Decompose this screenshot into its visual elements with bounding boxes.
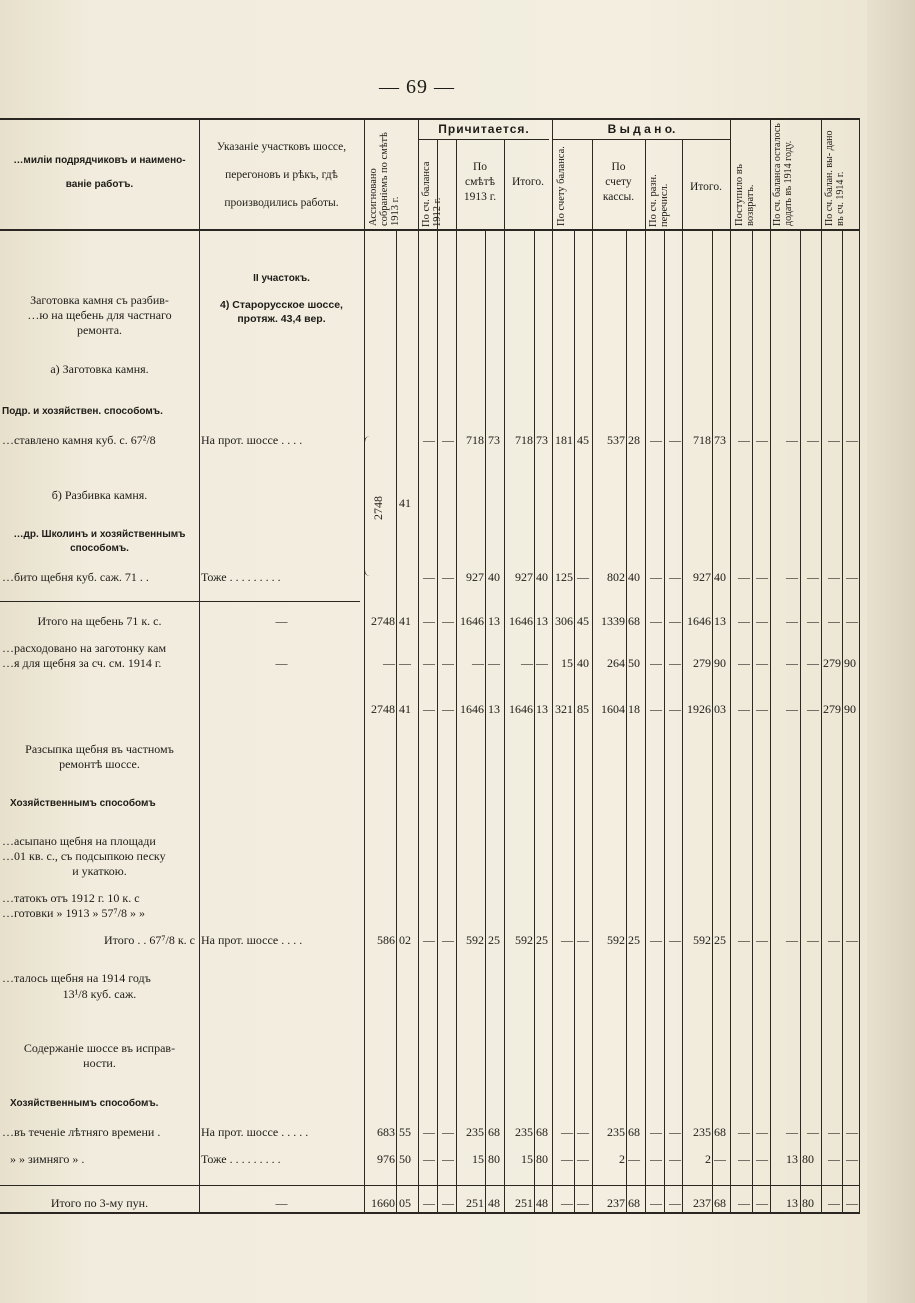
header-balance-1912: По сч. баланса 1912 г. [421, 161, 443, 227]
cell-it-cash: 1339 [601, 614, 625, 628]
header-left-1914: По сч. баланса осталось додать въ 1914 году. [772, 123, 794, 226]
cell-a-vyd-itogo: 718 [693, 433, 711, 447]
cell-zim-vyd-itogo: 2 [705, 1152, 711, 1166]
cell: — [738, 1152, 750, 1166]
cell-it3-vyd-itogo: 237 [693, 1196, 711, 1210]
page-edge [867, 0, 915, 1303]
cell-it-cash-k: 68 [628, 614, 640, 628]
cell: — [423, 614, 435, 628]
cell: — [521, 656, 533, 670]
cell-it3-cash: 237 [607, 1196, 625, 1210]
cell-it3-assigned-k: 05 [399, 1196, 411, 1210]
cell: — [488, 656, 500, 670]
cell: — [650, 933, 662, 947]
cell: — [669, 1196, 681, 1210]
cell-it3-cash-k: 68 [628, 1196, 640, 1210]
item-letnee-place: На прот. шоссе . . . . . [201, 1125, 309, 1139]
cell-a-smeta-k: 73 [488, 433, 500, 447]
cell-it-smeta-k: 13 [488, 614, 500, 628]
cell-b-vyd-itogo-k: 40 [714, 570, 726, 584]
cell: — [828, 433, 840, 447]
item-letnee: …въ теченiе лѣтняго времени . [2, 1125, 161, 1139]
cell: — [669, 656, 681, 670]
cell: — [807, 614, 819, 628]
section-road-length: протяж. 43,4 вер. [237, 313, 326, 325]
cell-b-cash-k: 40 [628, 570, 640, 584]
cell-it3-itogo: 251 [515, 1196, 533, 1210]
item-hoz2: Хозяйственнымъ способомъ. [10, 1098, 159, 1109]
cell: — [577, 570, 589, 584]
cell-sum-itogo-k: 13 [536, 702, 548, 716]
cell: — [442, 656, 454, 670]
cell-b-smeta-k: 40 [488, 570, 500, 584]
cell: — [442, 702, 454, 716]
cell: — [846, 1125, 858, 1139]
cell-677-vyd-itogo-k: 25 [714, 933, 726, 947]
cell: — [786, 1125, 798, 1139]
cell: — [442, 1125, 454, 1139]
cell-it-smeta: 1646 [460, 614, 484, 628]
table-bottom-rule [0, 1212, 860, 1214]
cell: — [846, 614, 858, 628]
cell-it3-left1914-k: 80 [802, 1196, 814, 1210]
item-rashod-l2: …я для щебня за сч. см. 1914 г. [2, 656, 162, 670]
cell: — [577, 933, 589, 947]
col-line [800, 230, 801, 1213]
cell: — [383, 656, 395, 670]
table-top-rule [0, 118, 860, 120]
cell-677-cash-k: 25 [628, 933, 640, 947]
cell-677-itogo-k: 25 [536, 933, 548, 947]
col-line [534, 230, 535, 1213]
cell: — [756, 702, 768, 716]
cell: — [442, 570, 454, 584]
cell: — [669, 1125, 681, 1139]
cell-it3-smeta-k: 48 [488, 1196, 500, 1210]
cell: — [756, 1152, 768, 1166]
header-smeta-1913-l1: По [472, 161, 488, 173]
cell-it-bal: 306 [555, 614, 573, 628]
item-zimnee: » » зимняго » . [10, 1152, 85, 1166]
header-prichitaetsya: Причитается. [438, 122, 530, 136]
col-line [842, 230, 843, 1213]
col-line [504, 140, 505, 1213]
cell-sum-vyd-itogo-k: 03 [714, 702, 726, 716]
cell-sum-bal-k: 85 [577, 702, 589, 716]
cell: — [807, 656, 819, 670]
cell-zim-assigned-k: 50 [399, 1152, 411, 1166]
col-line [626, 230, 627, 1213]
cell: — [442, 433, 454, 447]
item-rassypka-l2: ремонтѣ шоссе. [59, 757, 140, 771]
cell-sum-cash-k: 18 [628, 702, 640, 716]
page-number: — 69 — [379, 76, 455, 98]
itogo-shcheben-rule [0, 601, 360, 602]
cell: — [828, 1196, 840, 1210]
header-paid-1914: По сч. балан. вы- дано въ сч. 1914 г. [824, 130, 846, 226]
cell-let-smeta: 235 [466, 1125, 484, 1139]
item-b-row: …бито щебня куб. саж. 71 . . [2, 570, 149, 584]
cell: — [786, 656, 798, 670]
cell-it-assigned-k: 41 [399, 614, 411, 628]
cell-rs-vyd-itogo: 279 [693, 656, 711, 670]
cell: — [423, 433, 435, 447]
item-hoz1: Хозяйственнымъ способомъ [10, 798, 156, 809]
cell: — [738, 570, 750, 584]
cell-rs-cash-k: 50 [628, 656, 640, 670]
header-name-line1: …милiи подрядчиковъ и наимено- [13, 155, 186, 166]
cell-b-itogo-k: 40 [536, 570, 548, 584]
cell: — [738, 1196, 750, 1210]
cell: — [561, 1196, 573, 1210]
item-zagotovka-l1: Заготовка камня съ разбив- [30, 293, 169, 307]
cell-sum-bal: 321 [555, 702, 573, 716]
cell-let-cash: 235 [607, 1125, 625, 1139]
cell: — [399, 656, 411, 670]
col-line [859, 118, 860, 1213]
item-rassypano-l2: …01 кв. с., съ подсыпкою песку [2, 849, 166, 863]
header-returned: Поступило въ возвратъ. [734, 164, 756, 226]
header-itogo2: Итого. [690, 181, 722, 193]
cell-zim-smeta-k: 80 [488, 1152, 500, 1166]
cell: — [628, 1152, 640, 1166]
item-rassypka-l1: Разсыпка щебня въ частномъ [25, 742, 174, 756]
item-ostatok-l2: …готовки » 1913 » 57⁷/8 » » [2, 906, 145, 920]
cell-a-vyd-itogo-k: 73 [714, 433, 726, 447]
itogo3-rule [0, 1185, 860, 1186]
cell-it3-assigned: 1660 [371, 1196, 395, 1210]
col-line [645, 140, 646, 1213]
cell-b-bal: 125 [555, 570, 573, 584]
dash-itogo-3: — [275, 1196, 288, 1210]
cell: — [807, 433, 819, 447]
cell-it3-vyd-itogo-k: 68 [714, 1196, 726, 1210]
cell-sum-assigned: 2748 [371, 702, 395, 716]
header-balance-acc: По счету баланса. [556, 146, 567, 226]
col-line [485, 230, 486, 1213]
cell: — [577, 1152, 589, 1166]
cell-b-smeta: 927 [466, 570, 484, 584]
col-line [752, 230, 753, 1213]
cell: — [756, 570, 768, 584]
item-zagotovka-l3: ремонта. [76, 323, 123, 337]
cell-sum-paid1914: 279 [823, 702, 841, 716]
header-assigned: Ассигновано собранiемъ по смѣтѣ 1913 г. [368, 132, 401, 226]
cell-sum-itogo: 1646 [509, 702, 533, 716]
cell: — [756, 656, 768, 670]
cell: — [577, 1125, 589, 1139]
cell: — [738, 614, 750, 628]
cell-rs-vyd-itogo-k: 90 [714, 656, 726, 670]
cell-a-itogo-k: 73 [536, 433, 548, 447]
header-place-line3: производились работы. [224, 197, 339, 209]
cell: — [650, 433, 662, 447]
cell-it-itogo: 1646 [509, 614, 533, 628]
item-zimnee-place: Тоже . . . . . . . . . [201, 1152, 281, 1166]
cell-zim-itogo-k: 80 [536, 1152, 548, 1166]
col-line [592, 140, 593, 1213]
cell-rs-bal: 15 [561, 656, 573, 670]
col-line [730, 118, 731, 1213]
cell: — [846, 933, 858, 947]
header-smeta-1913-l3: 1913 г. [463, 191, 497, 203]
cell-a-smeta: 718 [466, 433, 484, 447]
cell: — [786, 933, 798, 947]
cell: — [807, 570, 819, 584]
cell-it3-smeta: 251 [466, 1196, 484, 1210]
item-itogo-677: Итого . . 67⁷/8 к. с [103, 933, 195, 947]
cell: — [561, 1152, 573, 1166]
cell: — [669, 1152, 681, 1166]
brace [364, 436, 371, 576]
cell: — [738, 656, 750, 670]
cell: — [786, 433, 798, 447]
cell-it-vyd-itogo: 1646 [687, 614, 711, 628]
cell-zim-left1914: 13 [786, 1152, 798, 1166]
cell: — [846, 1152, 858, 1166]
cell-zim-left1914-k: 80 [802, 1152, 814, 1166]
cell-sum-smeta: 1646 [460, 702, 484, 716]
cell: — [650, 1152, 662, 1166]
item-a-place: На прот. шоссе . . . . [201, 433, 303, 447]
cell: — [786, 570, 798, 584]
item-itogo-3: Итого по 3-му пун. [50, 1196, 149, 1210]
cell-let-itogo: 235 [515, 1125, 533, 1139]
cell-sum-assigned-k: 41 [399, 702, 411, 716]
cell: — [669, 433, 681, 447]
brace-value: 2748 [371, 496, 385, 520]
cell: — [423, 656, 435, 670]
item-rashod-l1: …расходовано на заготонку кам [2, 641, 167, 655]
item-soderzhanie-l1: Содержанiе шоссе въ исправ- [23, 1041, 176, 1055]
cell-it-bal-k: 45 [577, 614, 589, 628]
cell-it-itogo-k: 13 [536, 614, 548, 628]
cell: — [846, 1196, 858, 1210]
item-itogo-shcheben: Итого на щебень 71 к. с. [37, 614, 162, 628]
cell: — [828, 933, 840, 947]
cell: — [846, 433, 858, 447]
cell: — [669, 702, 681, 716]
brace-kop: 41 [399, 496, 411, 510]
item-a-method: Подр. и хозяйствен. способомъ. [2, 406, 163, 417]
col-line [396, 230, 397, 1213]
header-cash-l1: По [611, 161, 626, 173]
vydano-rule [553, 139, 730, 140]
cell: — [423, 1196, 435, 1210]
cell-let-cash-k: 68 [628, 1125, 640, 1139]
cell-it-assigned: 2748 [371, 614, 395, 628]
cell: — [807, 702, 819, 716]
cell-it-vyd-itogo-k: 13 [714, 614, 726, 628]
cell-zim-itogo: 15 [521, 1152, 533, 1166]
cell-677-assigned-k: 02 [399, 933, 411, 947]
item-ostalos-l1: …талось щебня на 1914 годъ [2, 971, 151, 985]
header-name-line2: ванiе работъ. [65, 179, 134, 190]
cell: — [756, 1196, 768, 1210]
cell: — [423, 933, 435, 947]
cell-b-itogo: 927 [515, 570, 533, 584]
cell: — [738, 933, 750, 947]
item-soderzhanie-l2: ности. [83, 1056, 116, 1070]
cell-zim-smeta: 15 [472, 1152, 484, 1166]
cell-677-cash: 592 [607, 933, 625, 947]
dash-rashod: — [275, 656, 288, 670]
item-rassypano-l3: и укаткою. [72, 864, 127, 878]
cell: — [423, 1125, 435, 1139]
cell-rs-paid1914: 279 [823, 656, 841, 670]
cell: — [756, 1125, 768, 1139]
item-b-method-l2: способомъ. [70, 543, 129, 554]
header-vydano: В ы д а н о. [607, 122, 676, 136]
cell-a-cash: 537 [607, 433, 625, 447]
cell-let-vyd-itogo: 235 [693, 1125, 711, 1139]
header-misc-acc: По сч. разн. перечисл. [648, 174, 670, 227]
header-itogo1: Итого. [512, 176, 544, 188]
cell-677-itogo: 592 [515, 933, 533, 947]
cell: — [828, 570, 840, 584]
col-line [418, 118, 419, 1213]
cell: — [423, 570, 435, 584]
cell: — [669, 614, 681, 628]
item-itogo-677-place: На прот. шоссе . . . . [201, 933, 303, 947]
item-rassypano-l1: …асыпано щебня на площади [2, 834, 156, 848]
cell-677-assigned: 586 [377, 933, 395, 947]
cell-a-cash-k: 28 [628, 433, 640, 447]
col-line [682, 140, 683, 1213]
cell: — [650, 570, 662, 584]
item-a-row: …ставлено камня куб. с. 67²/8 [2, 433, 156, 447]
col-line [574, 230, 575, 1213]
cell: — [650, 614, 662, 628]
cell: — [536, 656, 548, 670]
cell-sum-cash: 1604 [601, 702, 625, 716]
cell-677-smeta-k: 25 [488, 933, 500, 947]
cell: — [756, 614, 768, 628]
cell-b-vyd-itogo: 927 [693, 570, 711, 584]
item-b-place: Тоже . . . . . . . . . [201, 570, 281, 584]
cell: — [846, 570, 858, 584]
col-line [770, 118, 771, 1213]
col-line [456, 140, 457, 1213]
cell-b-cash: 802 [607, 570, 625, 584]
cell-a-bal: 181 [555, 433, 573, 447]
cell: — [786, 702, 798, 716]
cell: — [669, 933, 681, 947]
cell-let-itogo-k: 68 [536, 1125, 548, 1139]
cell-a-itogo: 718 [515, 433, 533, 447]
cell: — [807, 933, 819, 947]
dash-itogo-shcheben: — [275, 614, 288, 628]
cell: — [650, 702, 662, 716]
cell: — [807, 1125, 819, 1139]
cell-rs-paid1914-k: 90 [844, 656, 856, 670]
header-place-line1: Указанiе участковъ шоссе, [216, 141, 347, 153]
cell: — [828, 614, 840, 628]
cell: — [669, 570, 681, 584]
header-cash-l2: счету [605, 176, 632, 188]
cell-zim-assigned: 976 [377, 1152, 395, 1166]
cell: — [756, 433, 768, 447]
item-zagotovka-l2: …ю на щебень для частнаго [27, 308, 172, 322]
cell: — [738, 702, 750, 716]
cell: — [561, 933, 573, 947]
header-smeta-1913-l2: смѣтѣ [465, 176, 495, 188]
cell-sum-smeta-k: 13 [488, 702, 500, 716]
item-b-method-l1: …др. Школинъ и хозяйственнымъ [13, 529, 186, 540]
item-b-title: б) Разбивка камня. [51, 488, 148, 502]
cell-rs-cash: 264 [607, 656, 625, 670]
cell: — [442, 614, 454, 628]
cell-677-smeta: 592 [466, 933, 484, 947]
cell: — [423, 702, 435, 716]
cell: — [442, 1152, 454, 1166]
cell: — [561, 1125, 573, 1139]
cell: — [650, 1196, 662, 1210]
cell-sum-vyd-itogo: 1926 [687, 702, 711, 716]
header-place-line2: перегоновъ и рѣкъ, гдѣ [225, 169, 338, 181]
cell-let-vyd-itogo-k: 68 [714, 1125, 726, 1139]
cell-rs-bal-k: 40 [577, 656, 589, 670]
cell: — [714, 1152, 726, 1166]
cell: — [786, 614, 798, 628]
cell-677-vyd-itogo: 592 [693, 933, 711, 947]
cell-zim-cash: 2 [619, 1152, 625, 1166]
cell-a-bal-k: 45 [577, 433, 589, 447]
header-cash-l3: кассы. [602, 191, 635, 203]
cell-let-smeta-k: 68 [488, 1125, 500, 1139]
item-ostalos-l2: 13¹/8 куб. саж. [62, 987, 137, 1001]
section-road: 4) Старорусское шоссе, [220, 299, 343, 311]
cell: — [828, 1125, 840, 1139]
cell-let-assigned-k: 55 [399, 1125, 411, 1139]
cell: — [828, 1152, 840, 1166]
cell: — [738, 1125, 750, 1139]
cell: — [756, 933, 768, 947]
item-a-title: а) Заготовка камня. [50, 362, 149, 376]
cell: — [442, 1196, 454, 1210]
cell: — [472, 656, 484, 670]
cell: — [442, 933, 454, 947]
header-bottom-rule [0, 229, 860, 231]
cell-it3-left1914: 13 [786, 1196, 798, 1210]
prichitaetsya-rule [419, 139, 549, 140]
cell-it3-itogo-k: 48 [536, 1196, 548, 1210]
cell: — [650, 656, 662, 670]
col-line [712, 230, 713, 1213]
cell-sum-paid1914-k: 90 [844, 702, 856, 716]
cell: — [650, 1125, 662, 1139]
section-participant: II участокъ. [253, 273, 310, 284]
item-ostatok-l1: …татокъ отъ 1912 г. 10 к. с [2, 891, 140, 905]
col-line [437, 140, 438, 1213]
col-line [664, 230, 665, 1213]
cell: — [423, 1152, 435, 1166]
cell: — [738, 433, 750, 447]
cell: — [577, 1196, 589, 1210]
cell-let-assigned: 683 [377, 1125, 395, 1139]
